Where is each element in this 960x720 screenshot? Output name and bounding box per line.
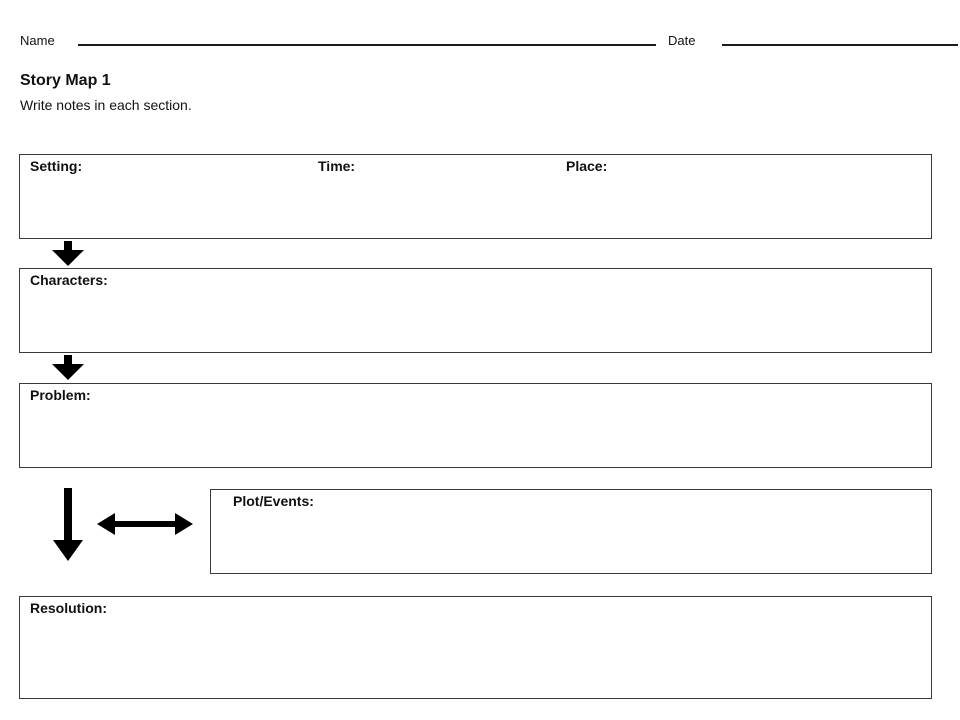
characters-label: Characters: (30, 272, 108, 288)
characters-box[interactable] (19, 268, 932, 353)
setting-label: Setting: (30, 158, 83, 174)
page-title: Story Map 1 (20, 72, 111, 89)
resolution-box[interactable] (19, 596, 932, 699)
date-label: Date (668, 33, 696, 48)
arrow-left-right-icon (97, 512, 193, 536)
arrow-down-icon (50, 488, 86, 562)
date-field-line[interactable] (722, 44, 958, 46)
name-field-line[interactable] (78, 44, 656, 46)
arrow-down-icon (52, 355, 84, 381)
problem-box[interactable] (19, 383, 932, 468)
time-label: Time: (318, 158, 356, 174)
name-label: Name (20, 33, 55, 48)
plot-events-box[interactable] (210, 489, 932, 574)
place-label: Place: (566, 158, 608, 174)
instructions-text: Write notes in each section. (20, 97, 192, 113)
arrow-down-icon (52, 241, 84, 267)
problem-label: Problem: (30, 387, 91, 403)
plot-events-label: Plot/Events: (233, 493, 314, 509)
resolution-label: Resolution: (30, 600, 107, 616)
setting-box[interactable] (19, 154, 932, 239)
